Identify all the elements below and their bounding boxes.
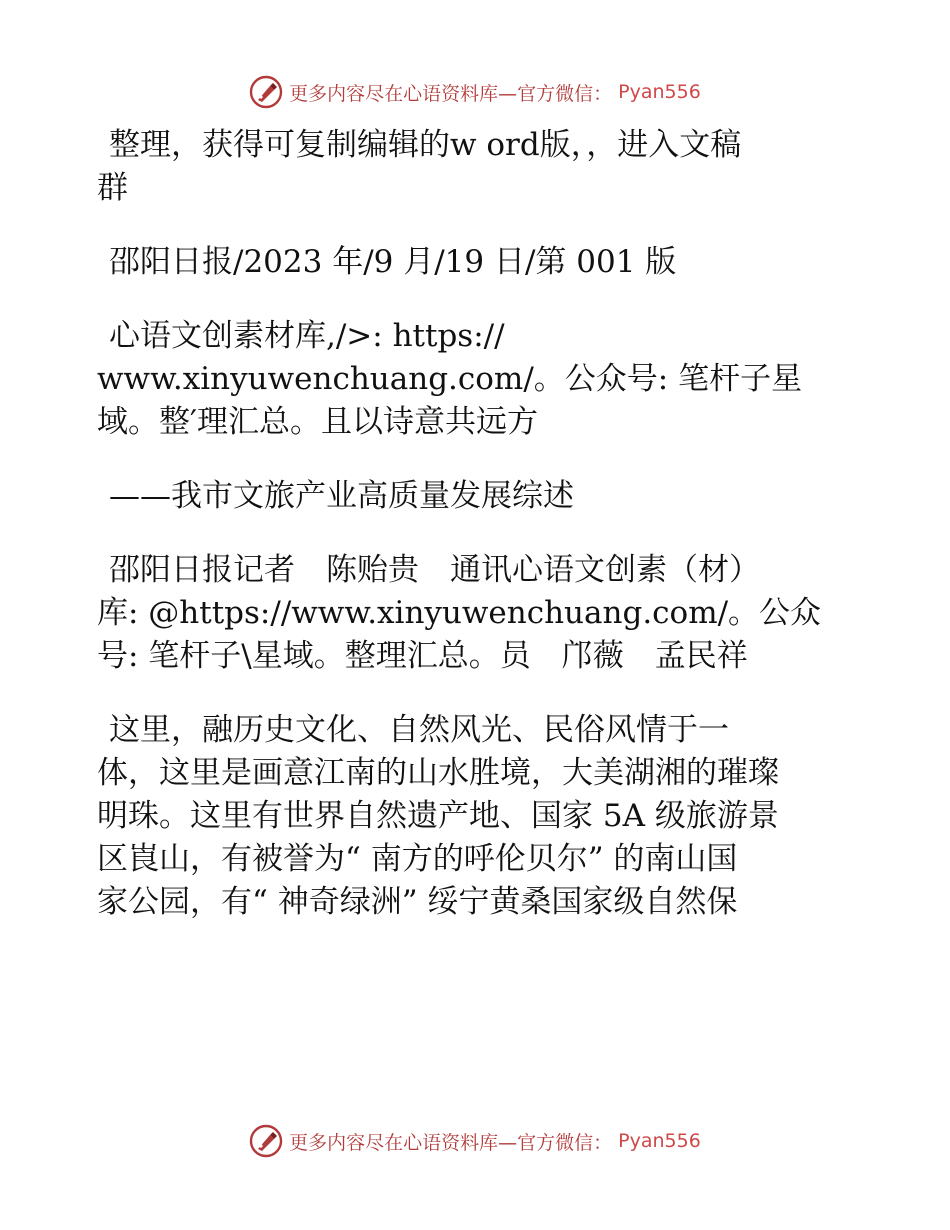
text-line: 邵阳日报/2023 年/9 月/19 日/第 001 版 xyxy=(109,244,677,280)
watermark-handle: Pyan556 xyxy=(618,81,701,103)
paragraph-byline xyxy=(97,549,857,678)
watermark-handle: Pyan556 xyxy=(618,1130,701,1152)
text-line: 号: 笔杆子\星域。整理汇总。员 邝薇 孟民祥 xyxy=(97,638,748,674)
footer-watermark xyxy=(0,1121,950,1161)
text-line: 邵阳日报记者 陈贻贵 通讯心语文创素（材） xyxy=(109,552,760,588)
watermark-text: 更多内容尽在心语资料库—官方微信： xyxy=(289,1131,613,1154)
text-line: 心语文创素材库,/>: https:// xyxy=(109,318,505,354)
paragraph-intro xyxy=(97,124,857,210)
document-body xyxy=(97,124,857,955)
text-line: 整理，获得可复制编辑的w ord版，，进入文稿 xyxy=(109,127,742,163)
pen-nib-icon xyxy=(249,1124,283,1158)
text-line: 库: @https://www.xinyuwenchuang.com/。公众 xyxy=(97,595,822,631)
header-watermark xyxy=(0,72,950,112)
watermark-text: 更多内容尽在心语资料库—官方微信： xyxy=(289,82,613,105)
paragraph-source xyxy=(97,241,857,284)
text-line: 家公园，有“ 神奇绿洲” 绥宁黄桑国家级自然保 xyxy=(97,884,738,920)
text-line: 群 xyxy=(97,170,128,206)
pen-nib-icon xyxy=(249,75,283,109)
paragraph-subtitle xyxy=(97,475,857,518)
text-line: 这里，融历史文化、自然风光、民俗风情于一 xyxy=(109,712,729,748)
text-line: 域。整′理汇总。且以诗意共远方 xyxy=(97,404,539,440)
text-line: ——我市文旅产业高质量发展综述 xyxy=(109,478,574,514)
text-line: 明珠。这里有世界自然遗产地、国家 5A 级旅游景 xyxy=(97,798,779,834)
text-line: 区崀山，有被誉为“ 南方的呼伦贝尔” 的南山国 xyxy=(97,841,738,877)
text-line: www.xinyuwenchuang.com/。公众号: 笔杆子星 xyxy=(97,361,803,397)
text-line: 体，这里是画意江南的山水胜境，大美湖湘的璀璨 xyxy=(97,755,779,791)
paragraph-library-note xyxy=(97,315,857,444)
paragraph-body xyxy=(97,709,857,924)
